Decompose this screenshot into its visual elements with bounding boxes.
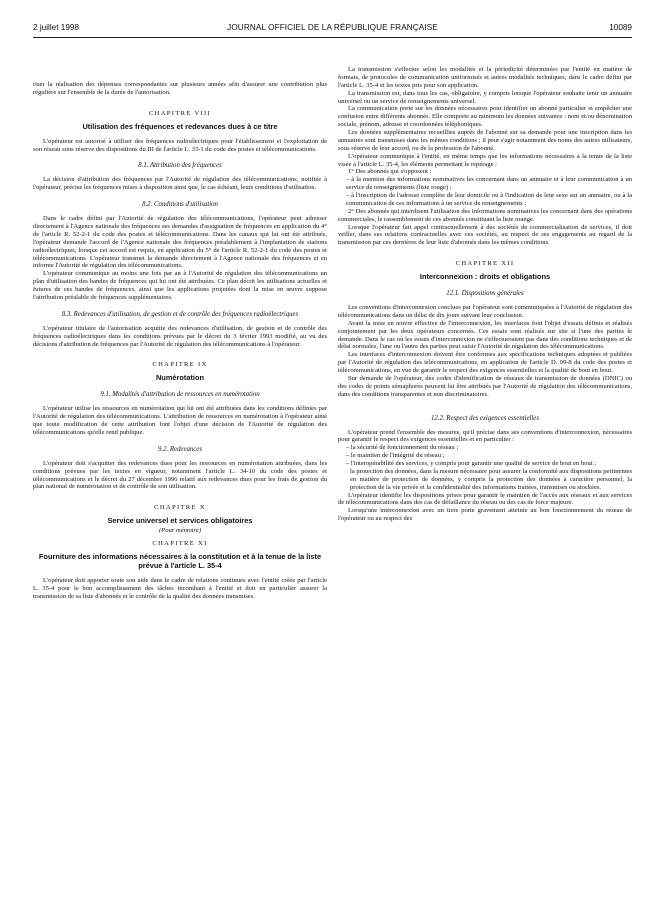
paragraph: L'opérateur communique à l'entité, en même temps que les informations nécessaires à la tenue de la liste visée à l'article L. 35-4, les éléments permettant le repérage : [338, 152, 632, 168]
chapter-heading: CHAPITRE XI [152, 540, 208, 547]
section-heading: 12.1. Dispositions générales [446, 290, 524, 297]
header-page-number: 10089 [609, 23, 632, 32]
chapter-heading: CHAPITRE XII [455, 260, 515, 268]
section-heading: 8.1. Attribution des fréquences [138, 162, 222, 170]
paragraph: L'opérateur doit apporter toute son aide dans le cadre de relations continues avec l'entité créée par l'article L. 35-4 pour le bon accomplissement des tâches incombant à l'entité et doit en particulier assurer la transmission de sa liste d'abonnés et le contrôle de la qualité des données transmises. [33, 576, 327, 600]
paragraph: Lorsque l'opérateur fait appel contractuellement à des sociétés de commercialisation de services, il doit veiller, dans ses relations contractuelles avec ces sociétés, au respect de ses engagements au regard de la transmission par ces dernières de leur liste d'abonnés dans les mêmes conditions. [338, 223, 632, 247]
paragraph: Sur demande de l'opérateur, des codes d'identification de réseaux de transmission de données (DNIC) ou des codes de points sémaphores peuvent lui être attribués par l'Autorité de régulation des télécommunications, dans des conditions transparentes et non discriminatoires. [338, 374, 632, 398]
paragraph: Les conventions d'interconnexion conclues par l'opérateur sont communiquées à l'Autorité de régulation des télécommunications dans un délai de dix jours suivant leur conclusion. [338, 304, 632, 319]
paragraph: L'opérateur titulaire de l'autorisation acquitte des redevances d'utilisation, de gestion et de contrôle des fréquences radioélectriques dans les conditions prévues par le décret du 3 février 1993 modifié, au vu des décisions d'attribution de fréquences par l'Autorité de régulation des télécommunications à l'opérateur. [33, 324, 327, 348]
list-item: la protection des données, dans la mesure nécessaire pour assurer la conformité aux dispositions pertinentes en matière de protection de données, y compris la protection des données à caractère personnel, la protection de la vie privée et la confidentialité des informations traitées, transmises ou stockées. [350, 467, 632, 491]
right-column [338, 66, 632, 523]
section-heading: 8.2. Conditions d'utilisation [142, 201, 218, 209]
paragraph: Lorsqu'une interconnexion avec un tiers porte gravement atteinte au bon fonctionnement du réseau de l'opérateur ou au respect des [338, 507, 632, 523]
header-journal-title: JOURNAL OFFICIEL DE LA RÉPUBLIQUE FRANÇAISE [227, 23, 438, 32]
chapter-heading: CHAPITRE IX [152, 361, 208, 369]
paragraph: L'opérateur communique au moins une fois par an à l'Autorité de régulation des télécommunications un plan d'utilisation des bandes de fréquences qui lui ont été attribuées. Ce plan décrit les utilisations actuelles et futures de ces bandes de fréquences, ainsi que les applications projetées dont la mise en œuvre suppose l'attribution préalable de fréquences supplémentaires. [33, 270, 327, 301]
paragraph: La transmission s'effectue selon les modalités et la périodicité déterminées par l'entité en matière de formats, de protocoles de communication uniformisés et autres modalités techniques, dans le cadre défini par l'article L. 35-4 et les textes pris pour son application. [338, 66, 632, 89]
section-heading: 9.2. Redevances [158, 445, 202, 453]
left-column [33, 81, 327, 601]
chapter-heading: CHAPITRE VIII [148, 109, 212, 117]
list-item: – la sécurité de fonctionnement du réseau ; [346, 444, 459, 452]
paragraph: riser la réalisation des dépenses correspondantes sur plusieurs années afin d'assurer une contribution plus régulière sur l'ensemble de la durée de l'autorisation. [33, 81, 327, 96]
header-date: 2 juillet 1998 [33, 23, 79, 32]
list-item: – le maintien de l'intégrité du réseau ; [346, 452, 445, 460]
paragraph: Les données supplémentaires recueillies auprès de l'abonné sur sa demande pour une inscription dans les annuaires sont transmises dans les mêmes conditions ; il peut s'agir notamment des noms des autres utilisateurs, sous réserve de leur accord, ou de la profession de l'abonné. [338, 129, 632, 152]
section-heading: 12.2. Respect des exigences essentielles [431, 414, 539, 422]
paragraph: Avant la mise en œuvre effective de l'interconnexion, les interfaces font l'objet d'essais définis et réalisés conjointement par les deux opérateurs concernés. Ces essais sont réalisés sur site si l'une des parties le demande. Dans le cas où les essais d'interconnexion ne s'effectueraient pas dans des conditions techniques et de délai normales, l'une ou l'autre des parties peut saisir l'Autorité de régulation des télécommunications. [338, 319, 632, 351]
memo-note: (Pour mémoire) [158, 527, 202, 535]
list-item: 1° Des abonnés qui s'opposent : [348, 168, 432, 176]
list-item: – à l'inscription de l'adresse complète de leur domicile ou à l'indication de leur sexe sur un annuaire, ou à la communication de ces informations à un service de renseignements ; [346, 192, 632, 207]
chapter-title: Fourniture des informations nécessaires à la constitution et à la tenue de la liste prévue à l'article L. 35-4 [38, 551, 322, 570]
section-heading: 9.1. Modalités d'attribution de ressources en numérotation [100, 391, 260, 399]
chapter-title: Interconnexion : droits et obligations [419, 272, 551, 281]
paragraph: Dans le cadre défini par l'Autorité de régulation des télécommunications, l'opérateur peut adresser directement à l'Agence nationale des fréquences ses demandes d'assignation de fréquences en application du 4° de l'article R. 52-2-1 du code des postes et télécommunications. Dans les canaux qui lui ont été attribués, l'opérateur demande l'accord de l'Agence nationale des fréquences préalablement à l'implantation de stations radioélectriques, lorsque cet accord est requis, en application du 5° de l'article R. 52-2-1 du code des postes et télécommunications. L'opérateur transmet la demande directement à l'Agence nationale des fréquences et en informe l'Autorité de régulation des télécommunications. [33, 215, 327, 270]
paragraph: La transmission est, dans tous les cas, obligatoire, y compris lorsque l'opérateur souhaite tenir un annuaire universel ou un service de renseignements universel. [338, 89, 632, 105]
paragraph: La décision d'attribution des fréquences par l'Autorité de régulation des télécommunications, notifiée à l'opérateur, précise les fréquences mises à disposition ainsi que, le cas échéant, leurs conditions d'utilisation. [33, 176, 327, 192]
list-item: – à la mention des informations nominatives les concernant dans un annuaire et à leur communication à un service de renseignements (liste rouge) ; [346, 176, 632, 192]
list-item: 2° Des abonnés qui interdisent l'utilisation des informations nominatives les concernant dans des opérations commerciales, le rassemblement de ces abonnés constituant la liste orange. [338, 207, 632, 223]
chapter-title: Utilisation des fréquences et redevances dues à ce titre [82, 121, 278, 131]
paragraph: L'opérateur prend l'ensemble des mesures, qu'il précise dans ses conventions d'interconnexion, nécessaires pour garantir le respect des exigences essentielles et en particulier : [338, 428, 632, 444]
paragraph: L'opérateur doit s'acquitter des redevances dues pour les ressources en numérotation attribuées, dans les conditions prévues par les textes en vigueur, notamment l'article L. 34-10 du code des postes et télécommunications et le décret du 27 décembre 1996 relatif aux redevances dues pour les frais de gestion du plan national de numérotation et de contrôle de son utilisation. [33, 459, 327, 491]
paragraph: La communication porte sur les données nécessaires pour identifier un abonné particulier et empêcher une confusion entre différents abonnés. Elle comporte au minimum les données suivantes : nom et/ou dénomination sociale, prénom, adresse et coordonnées téléphoniques. [338, 105, 632, 129]
header-rule [33, 37, 632, 38]
paragraph: L'opérateur est autorisé à utiliser des fréquences radioélectriques pour l'établissement et l'exploitation de son réseau sous réserve des dispositions du III de l'article L. 33-1 du code des postes et télécommunications. [33, 137, 327, 153]
chapter-title: Service universel et services obligatoires [107, 516, 253, 526]
page-header [33, 23, 632, 37]
section-heading: 8.3. Redevances d'utilisation, de gestion et de contrôle des fréquences radioélectriques [61, 310, 299, 318]
paragraph: L'opérateur identifie les dispositions prises pour garantir le maintien de l'accès aux réseaux et aux services de télécommunications dans des cas de défaillance du réseau ou des cas de force majeure. [338, 491, 632, 507]
list-item: – l'interopérabilité des services, y compris pour garantir une qualité de service de bout en bout ; [346, 460, 597, 467]
paragraph: L'opérateur utilise les ressources en numérotation qui lui ont été attribuées dans les conditions définies par l'Autorité de régulation des télécommunications. L'attribution de ressources en numérotation à l'opérateur ainsi que toute modification de cette attribution font l'objet d'une décision de l'Autorité de régulation des télécommunications qu'elle rend publique. [33, 405, 327, 436]
paragraph: Les interfaces d'interconnexion doivent être conformes aux spécifications techniques adoptées et publiées par l'Autorité de régulation des télécommunications, en application de l'article D. 99-8 du code des postes et télécommunications, en vue de garantir le respect des exigences essentielles et la qualité de bout en bout. [338, 351, 632, 374]
chapter-title: Numérotation [155, 373, 205, 383]
chapter-heading: CHAPITRE X [154, 504, 206, 512]
